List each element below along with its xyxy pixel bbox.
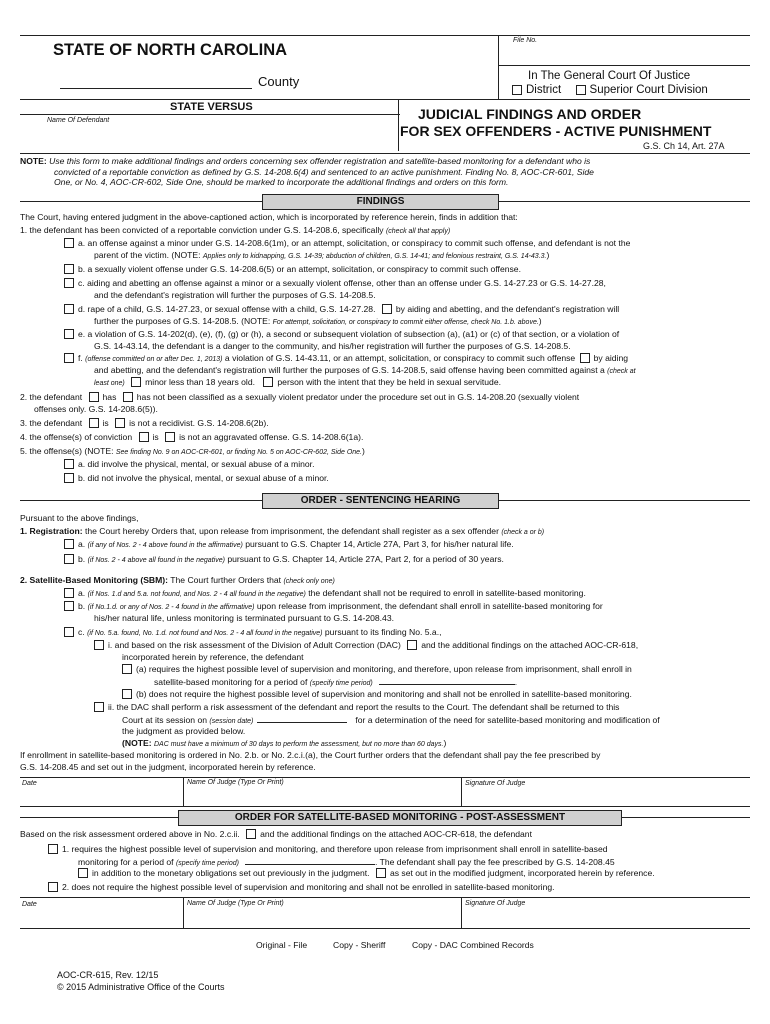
finding-1d-checkbox[interactable] [64,304,74,314]
sig2-judge-sig-input[interactable] [464,910,748,926]
file-no-rule [498,35,750,36]
servitude-victim-text: person with the intent that they be held in sexual servitude. [277,377,501,387]
finding-1a [64,238,770,249]
sbm-c-ii-note-end: ) [443,738,447,748]
servitude-victim-checkbox[interactable] [263,377,273,387]
sig1-date-label: Date [22,780,37,787]
registration-b [64,554,770,566]
header-mid-rule [20,99,750,100]
county-input[interactable] [60,88,252,89]
sbm-c-ii [94,702,770,713]
finding-1e-checkbox[interactable] [64,329,74,339]
sbm-c-i-a-checkbox[interactable] [122,664,132,674]
form-title-line1: JUDICIAL FINDINGS AND ORDER [418,106,642,122]
finding-5b-checkbox[interactable] [64,473,74,483]
finding-1-hint: (check all that apply) [385,228,451,235]
sbm-b-text: upon release from imprisonment, the defendant shall enroll in satellite-based monitoring for [256,601,603,611]
defendant-name-input[interactable] [20,114,400,115]
finding-3-rest: a recidivist. G.S. 14-208.6(2b). [152,418,269,428]
copy-original: Original - File [256,940,308,950]
sbm-c-i-a-text: (a) requires the highest possible level of supervision and monitoring, and therefore, upon release from imprisonment, shall enroll in [136,664,632,674]
order-registration [20,526,760,538]
order-title: ORDER - SENTENCING HEARING [262,493,499,509]
sig1-judge-name-input[interactable] [186,789,458,805]
finding-3 [20,418,760,429]
findings-title: FINDINGS [262,194,499,210]
registration-b-label: b. [78,554,86,564]
post-findings-checkbox[interactable] [246,829,256,839]
post-period-input[interactable] [245,856,375,865]
note-label: NOTE: [20,156,47,166]
post-intro-rest: and the additional findings on the attached AOC-CR-618, the defendant [260,829,532,839]
finding-1c-checkbox[interactable] [64,278,74,288]
post-title: ORDER FOR SATELLITE-BASED MONITORING - POST-ASSESSMENT [178,810,622,826]
post-1-cont [78,856,770,869]
post-1-modified-text: as set out in the modified judgment, incorporated herein by reference. [389,868,655,878]
sbm-c-ii-cont2: the judgment as provided below. [122,726,246,736]
sig2-judge-sig-label: Signature Of Judge [465,900,526,907]
finding-1d-cont [94,316,770,328]
sbm-c-ii-note-label: (NOTE: [122,738,152,748]
post-1-prev-checkbox[interactable] [78,868,88,878]
sbm-b-label: b. [78,601,86,611]
finding-1f-aiding-text: by aiding [593,353,629,363]
minor-victim-checkbox[interactable] [131,377,141,387]
finding-5 [20,446,760,458]
finding-5-note-end: ) [362,446,365,456]
sbm-c-i-b [122,689,770,700]
registration-a-checkbox[interactable] [64,539,74,549]
registration-text: the Court hereby Orders that, upon release from imprisonment, the defendant shall register as a sex offender [84,526,499,536]
registration-a-text: pursuant to G.S. Chapter 14, Article 27A, Part 3, for his/her natural life. [245,539,514,549]
sbm-a-hint: (if Nos. 1.d and 5.a. not found, and Nos. 2 - 4 all found in the negative) [87,591,306,598]
finding-2-hasnot-checkbox[interactable] [123,392,133,402]
form-number: AOC-CR-615, Rev. 12/15 [57,970,159,980]
registration-a [64,539,770,551]
finding-5-note: See finding No. 9 on AOC-CR-601, or finding No. 5 on AOC-CR-602, Side One. [115,449,363,456]
finding-1f-checkbox[interactable] [64,353,74,363]
finding-1a-note-label: parent of the victim. (NOTE: [94,250,201,260]
finding-1f-victim [94,377,770,389]
sbm-b-checkbox[interactable] [64,601,74,611]
finding-1a-text: a. an offense against a minor under G.S. 14-208.6(1m), or an attempt, solicitation, or conspiracy to commit such offense, and defendant is not the [78,238,631,248]
minor-victim-text: minor less than 18 years old. [145,377,256,387]
finding-1f-text: a violation of G.S. 14-43.11, or an attempt, solicitation, or conspiracy to commit such offense [224,353,576,363]
sbm-c-ii-note-text: DAC must have a minimum of 30 days to perform the assessment, but no more than 60 days. [154,741,444,748]
finding-1a-note-end: ) [546,250,550,260]
finding-5b-text: b. did not involve the physical, mental, or sexual abuse of a minor. [78,473,329,483]
post-1-period-hint: (specify time period) [175,860,239,867]
sbm-c-i [94,640,770,651]
post-1-fee-options [78,868,770,879]
sig2-bottom-rule [20,928,750,929]
note-block [20,156,755,188]
sig2-div2 [461,897,462,928]
finding-2-has-label: has [102,392,117,402]
post-1-modified-checkbox[interactable] [376,868,386,878]
defendant-label: Name Of Defendant [47,117,110,124]
sbm-c-i-cont: incorporated herein by reference, the defendant [122,652,304,662]
registration-b-hint: (if Nos. 2 - 4 above all found in the negative) [87,557,225,564]
registration-a-hint: (if any of Nos. 2 - 4 above found in the affirmative) [87,542,243,549]
sig2-top-rule [20,897,750,898]
note-line2: convicted of a reportable conviction as defined by G.S. 14-208.6(4) and sentenced to an active punishment. Finding No. 8, AOC-CR-601, Side [54,166,594,177]
file-no-field[interactable] [498,65,750,66]
post-2 [48,882,770,893]
finding-3-is-label: is [102,418,109,428]
sbm-a-checkbox[interactable] [64,588,74,598]
finding-1 [20,225,760,237]
form-title-line2: FOR SEX OFFENDERS - ACTIVE PUNISHMENT [400,123,712,139]
sbm-c-i-a-cont: satellite-based monitoring for a period of (specify time period) . [154,677,518,687]
finding-1f-aiding-checkbox[interactable] [580,353,590,363]
registration-hint: (check a or b) [501,529,545,536]
registration-b-checkbox[interactable] [64,554,74,564]
sbm-b [64,601,770,613]
note-line3: One, or No. 4, AOC-CR-602, Side One, should be marked to incorporate the additional findings and orders on this form. [54,177,509,188]
post-1-fee: . The defendant shall pay the fee prescribed by G.S. 14-208.45 [374,857,615,867]
finding-5a-text: a. did involve the physical, mental, or sexual abuse of a minor. [78,459,315,469]
sig2-judge-name-input[interactable] [186,910,458,926]
post-1-prev-text: in addition to the monetary obligations set out previously in the judgment. [92,868,370,878]
copy-sheriff: Copy - Sheriff [333,940,386,950]
finding-3-isnot-label: is not [129,418,150,428]
finding-1d-note-end: ) [538,316,542,326]
court-title: In The General Court Of Justice [528,70,691,82]
finding-1f-cont-hint: (check at [607,368,636,375]
finding-3-is-checkbox[interactable] [89,418,99,428]
finding-1f-label: f. [78,353,83,363]
state-title: STATE OF NORTH CAROLINA [53,41,288,59]
sbm-c-i-checkbox[interactable] [94,640,104,650]
session-date-input[interactable] [257,714,347,723]
post-1-checkbox[interactable] [48,844,58,854]
finding-1c-cont: and the defendant's registration will further the purposes of G.S. 14-208.5. [94,290,376,300]
finding-4 [20,432,760,443]
finding-1c [64,278,770,289]
finding-4-is-label: is [152,432,159,442]
sig1-judge-sig-label: Signature Of Judge [465,780,526,787]
finding-1f [64,353,770,365]
finding-4-is-checkbox[interactable] [139,432,149,442]
sbm-c-ii-checkbox[interactable] [94,702,104,712]
finding-1f-cont-text: and abetting, and the defendant's registration will further the purposes of G.S. 14-208.5, said offense having been committed against a [94,365,605,375]
finding-1e-cont: G.S. 14-43.14, the defendant is a danger to the community, and his/her registration will further the purposes of G.S. 14-208.5. [94,341,571,351]
finding-1e-text: e. a violation of G.S. 14-202(d), (e), (f), (g) or (h), a second or subsequent violation of subsection (a), (a1) or (c) of that section, or a violation of [78,329,620,339]
finding-1f-cont [94,365,770,377]
sbm-c-i-text: i. and based on the risk assessment of the Division of Adult Correction (DAC) [108,640,401,650]
sbm-c-text: pursuant to its finding No. 5.a., [324,627,442,637]
finding-5-text: 5. the offense(s) (NOTE: [20,446,114,456]
finding-1-text: 1. the defendant has been convicted of a reportable conviction under G.S. 14-208.6, specifically [20,225,384,235]
sbm-text: The Court further Orders that [170,575,282,585]
sbm-period-input[interactable] [379,676,515,685]
sbm-c-i-a [122,664,770,675]
sig1-date-input[interactable] [20,789,180,805]
finding-1f-hint: (offense committed on or after Dec. 1, 2013) [85,356,223,363]
finding-2-rest: been classified as a sexually violent predator under the procedure set out in G.S. 14-208.20 (sexually violent [167,392,580,402]
district-checkbox[interactable] [512,85,522,95]
finding-1b-text: b. a sexually violent offense under G.S. 14-208.6(5) or an attempt, solicitation, or conspiracy to commit such offense. [78,264,521,274]
finding-1b [64,264,770,275]
sbm-c-i-a-period-hint: (specify time period) [309,680,373,687]
post-2-checkbox[interactable] [48,882,58,892]
finding-1e [64,329,770,340]
sbm-c-i-b-checkbox[interactable] [122,689,132,699]
copyright: © 2015 Administrative Office of the Courts [57,982,225,992]
header-top-rule [20,35,498,36]
post-1 [48,844,770,855]
finding-1a-checkbox[interactable] [64,238,74,248]
fee-line1: If enrollment in satellite-based monitoring is ordered in No. 2.b. or No. 2.c.i.(a), the Court further orders that the defendant shall pay the fee prescribed by [20,750,601,760]
finding-1b-checkbox[interactable] [64,264,74,274]
header-divider [498,35,499,99]
note-line1: Use this form to make additional findings and orders concerning sex offender registration and satellite-based monitoring for a defendant who is [49,156,591,166]
finding-3-isnot-checkbox[interactable] [115,418,125,428]
fee-line2: G.S. 14-208.45 and set out in the judgment, incorporated herein by reference. [20,762,316,772]
finding-1a-cont [94,250,770,262]
state-versus-label: STATE VERSUS [170,101,253,113]
order-intro: Pursuant to the above findings, [20,513,139,523]
finding-4-rest: an aggravated offense. G.S. 14-208.6(1a). [202,432,364,442]
sbm-c-ii-session-rest: for a determination of the need for satellite-based monitoring and modification of [355,715,660,725]
finding-5b [64,473,770,484]
finding-2-hasnot-label: has not [136,392,165,402]
finding-3-text: 3. the defendant [20,418,83,428]
order-sbm [20,575,760,587]
post-1-period-label: monitoring for a period of [78,857,174,867]
sbm-c-i-a-period-label: satellite-based monitoring for a period of [154,677,308,687]
finding-4-text: 4. the offense(s) of conviction [20,432,133,442]
sig1-div2 [461,777,462,806]
finding-1d [64,304,770,315]
finding-5a-checkbox[interactable] [64,459,74,469]
title-divider [398,99,399,151]
sbm-c-ii-text: ii. the DAC shall perform a risk assessment of the defendant and report the results to the Court. The defendant shall be returned to this [108,702,620,712]
findings-intro: The Court, having entered judgment in the above-captioned action, which is incorporated by reference herein, finds in addition that: [20,212,518,222]
sbm-a-label: a. [78,588,86,598]
copy-dac: Copy - DAC Combined Records [412,940,534,950]
sbm-c-ii-note [122,738,770,750]
sbm-c-ii-session-label: Court at its session on [122,715,208,725]
post-1-text: 1. requires the highest possible level of supervision and monitoring, and therefore upon release from imprisonment shall enroll in satellite-based [62,844,608,854]
finding-2-text: 2. the defendant [20,392,83,402]
sig2-date-input[interactable] [20,910,180,926]
finding-1d-aiding-text: by aiding and abetting, and the defendant's registration will [395,304,620,314]
file-no-label: File No. [513,37,538,44]
finding-1d-text: d. rape of a child, G.S. 14-27.23, or sexual offense with a child, G.S. 14-27.28. [78,304,376,314]
post-intro-text: Based on the risk assessment ordered above in No. 2.c.ii. [20,829,240,839]
district-label: District [526,84,562,96]
sbm-c-i-b-text: (b) does not require the highest possible level of supervision and monitoring and shall not be enrolled in satellite-based monitoring. [136,689,632,699]
finding-5a [64,459,770,470]
sbm-c-hint: (if No. 5.a. found, No. 1.d. not found and Nos. 2 - 4 all found in the negative) [87,630,323,637]
sbm-c-i-findings-checkbox[interactable] [407,640,417,650]
sig1-bottom-rule [20,806,750,807]
finding-1d-note: For attempt, solicitation, or conspiracy to commit either offense, check No. 1.b. above. [272,319,539,326]
sig1-judge-sig-input[interactable] [464,789,748,805]
registration-label: 1. Registration: [20,526,83,536]
superior-label: Superior Court Division [589,84,708,96]
sig1-judge-name-label: Name Of Judge (Type Or Print) [187,779,284,786]
registration-a-label: a. [78,539,86,549]
sig2-date-label: Date [22,901,37,908]
finding-4-isnot-label: is not [179,432,200,442]
sig1-top-rule [20,777,750,778]
finding-2-cont: offenses only. G.S. 14-208.6(5)). [34,404,158,414]
post-2-text: 2. does not require the highest possible level of supervision and monitoring and shall not be enrolled in satellite-based monitoring. [62,882,555,892]
sbm-c-label: c. [78,627,85,637]
sig2-judge-name-label: Name Of Judge (Type Or Print) [187,900,284,907]
note-top-rule [20,153,750,154]
sbm-a-text: the defendant shall not be required to enroll in satellite-based monitoring. [308,588,586,598]
sbm-c-ii-session-hint: (session date) [209,718,254,725]
sbm-c [64,627,770,639]
sbm-c-i-findings-text: and the additional findings on the attached AOC-CR-618, [421,640,639,650]
post-intro [20,829,760,840]
finding-1a-note: Applies only to kidnapping, G.S. 14-39; abduction of children, G.S. 14-41; and felonious restraint, G.S. 14-43.3. [202,253,547,260]
sig2-div1 [183,897,184,928]
sbm-hint: (check only one) [283,578,335,585]
registration-b-text: pursuant to G.S. Chapter 14, Article 27A, Part 2, for a period of 30 years. [227,554,504,564]
sbm-c-checkbox[interactable] [64,627,74,637]
finding-2 [20,392,760,403]
sbm-a [64,588,770,600]
finding-1f-victim-hint: least one) [94,380,125,387]
finding-1d-note-label: further the purposes of G.S. 14-208.5. (NOTE: [94,316,271,326]
county-label: County [258,74,300,89]
sbm-label: 2. Satellite-Based Monitoring (SBM): [20,575,169,585]
court-division [512,83,708,97]
finding-4-isnot-checkbox[interactable] [165,432,175,442]
finding-1d-aiding-checkbox[interactable] [382,304,392,314]
finding-2-has-checkbox[interactable] [89,392,99,402]
superior-checkbox[interactable] [576,85,586,95]
sig1-div1 [183,777,184,806]
sbm-b-cont: his/her natural life, unless monitoring is terminated pursuant to G.S. 14-208.43. [94,613,394,623]
sbm-b-hint: (if No.1.d. or any of Nos. 2 - 4 found in the affirmative) [87,604,255,611]
sbm-c-ii-cont [122,714,770,727]
statute-ref: G.S. Ch 14, Art. 27A [643,141,725,151]
finding-1c-text: c. aiding and abetting an offense against a minor or a sexually violent offense, other than an offense under G.S. 14-27.23 or G.S. 14-27.28, [78,278,606,288]
